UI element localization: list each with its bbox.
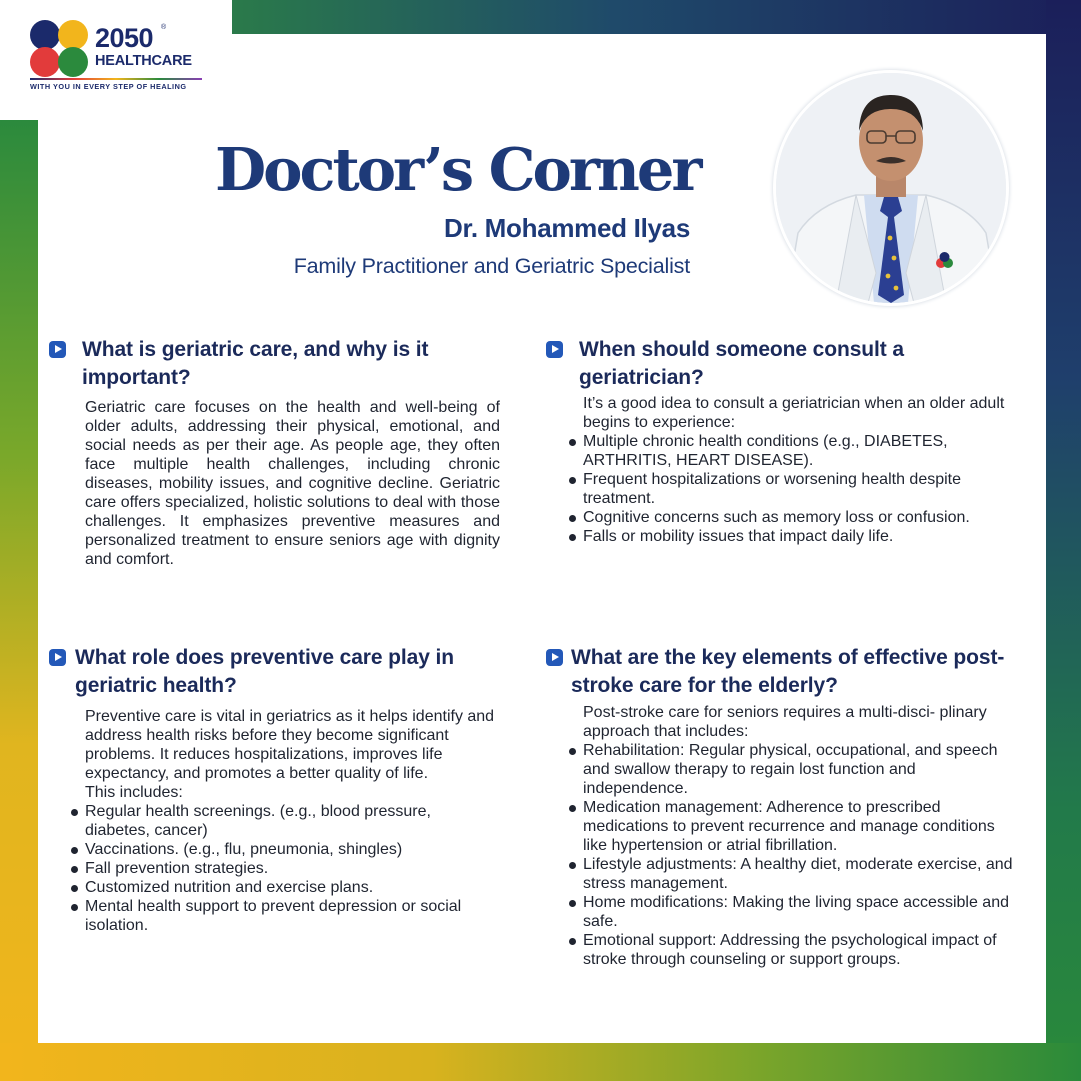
list-item: Fall prevention strategies. xyxy=(85,859,495,878)
logo-number: 2050 xyxy=(95,23,154,53)
list-item: Falls or mobility issues that impact daily life. xyxy=(583,527,1013,546)
list-item: Vaccinations. (e.g., flu, pneumonia, shingles) xyxy=(85,840,495,859)
section-4-intro: Post-stroke care for seniors requires a multi-disci- plinary approach that includes: xyxy=(583,704,987,740)
frame-top-bar xyxy=(232,0,1081,34)
section-4-title: What are the key elements of effective post-stroke care for the elderly? xyxy=(571,646,1005,697)
list-item: Home modifications: Making the living space accessible and safe. xyxy=(583,893,1015,931)
logo-tagline: WITH YOU IN EVERY STEP OF HEALING xyxy=(30,82,187,91)
section-2-intro: It’s a good idea to consult a geriatrician when an older adult begins to experience: xyxy=(583,395,1005,431)
section-3-intro-2: This includes: xyxy=(85,784,183,801)
section-3-list xyxy=(85,802,495,935)
logo-registered-mark: ® xyxy=(161,24,167,31)
frame-bottom-bar xyxy=(0,1043,1081,1081)
question-bullet-icon xyxy=(546,341,563,358)
list-item: Frequent hospitalizations or worsening health despite treatment. xyxy=(583,470,1013,508)
list-item: Rehabilitation: Regular physical, occupational, and speech and swallow therapy to regain lost function and independence. xyxy=(583,741,1015,798)
section-1-body: Geriatric care focuses on the health and well-being of older adults, addressing their physical, emotional, and social needs as per their age. As people age, they often face multiple health challenges, including chronic diseases, mobility issues, and cognitive decline. Geriatric care offers specialized, holistic solutions to deal with those challenges. It emphasizes preventive measures and personalized treatment to ensure seniors age with dignity and comfort. xyxy=(85,399,500,568)
section-4-body xyxy=(583,703,1015,969)
section-4-list xyxy=(583,741,1015,969)
list-item: Multiple chronic health conditions (e.g., DIABETES, ARTHRITIS, HEART DISEASE). xyxy=(583,432,1013,470)
logo-dot-yellow xyxy=(58,20,88,50)
list-item: Medication management: Adherence to prescribed medications to prevent recurrence and manage conditions like hypertension or atrial fibrillation. xyxy=(583,798,1015,855)
section-1-title: What is geriatric care, and why is it important? xyxy=(82,338,429,389)
list-item: Lifestyle adjustments: A healthy diet, moderate exercise, and stress management. xyxy=(583,855,1015,893)
question-bullet-icon xyxy=(546,649,563,666)
question-bullet-icon xyxy=(49,649,66,666)
list-item: Regular health screenings. (e.g., blood pressure, diabetes, cancer) xyxy=(85,802,495,840)
doctor-name: Dr. Mohammed Ilyas xyxy=(443,213,690,243)
frame-right-bar xyxy=(1046,0,1081,1081)
frame-left-bar xyxy=(0,120,38,1081)
list-item: Cognitive concerns such as memory loss or confusion. xyxy=(583,508,1013,527)
section-3-intro: Preventive care is vital in geriatrics as it helps identify and address health risks before they become significant problems. It reduces hospitalizations, improves life expectancy, and promotes a better quality of life. xyxy=(85,708,495,782)
logo-dot-red xyxy=(30,47,60,77)
logo-name: HEALTHCARE xyxy=(95,53,192,69)
doctor-role: Family Practitioner and Geriatric Specialist xyxy=(293,254,690,278)
list-item: Mental health support to prevent depression or social isolation. xyxy=(85,897,495,935)
doctor-photo xyxy=(776,73,1006,303)
section-2-body xyxy=(583,394,1013,546)
section-2-title: When should someone consult a geriatrician? xyxy=(579,338,904,389)
logo-divider xyxy=(30,78,202,80)
list-item: Emotional support: Addressing the psychological impact of stroke through counseling or support groups. xyxy=(583,931,1015,969)
brand-logo xyxy=(28,18,208,94)
page-title: Doctor’s Corner xyxy=(215,135,700,204)
section-3-title: What role does preventive care play in geriatric health? xyxy=(75,646,454,697)
logo-dot-navy xyxy=(30,20,60,50)
question-bullet-icon xyxy=(49,341,66,358)
logo-dot-green xyxy=(58,47,88,77)
list-item: Customized nutrition and exercise plans. xyxy=(85,878,495,897)
section-3-body xyxy=(85,707,495,935)
section-2-list xyxy=(583,432,1013,546)
